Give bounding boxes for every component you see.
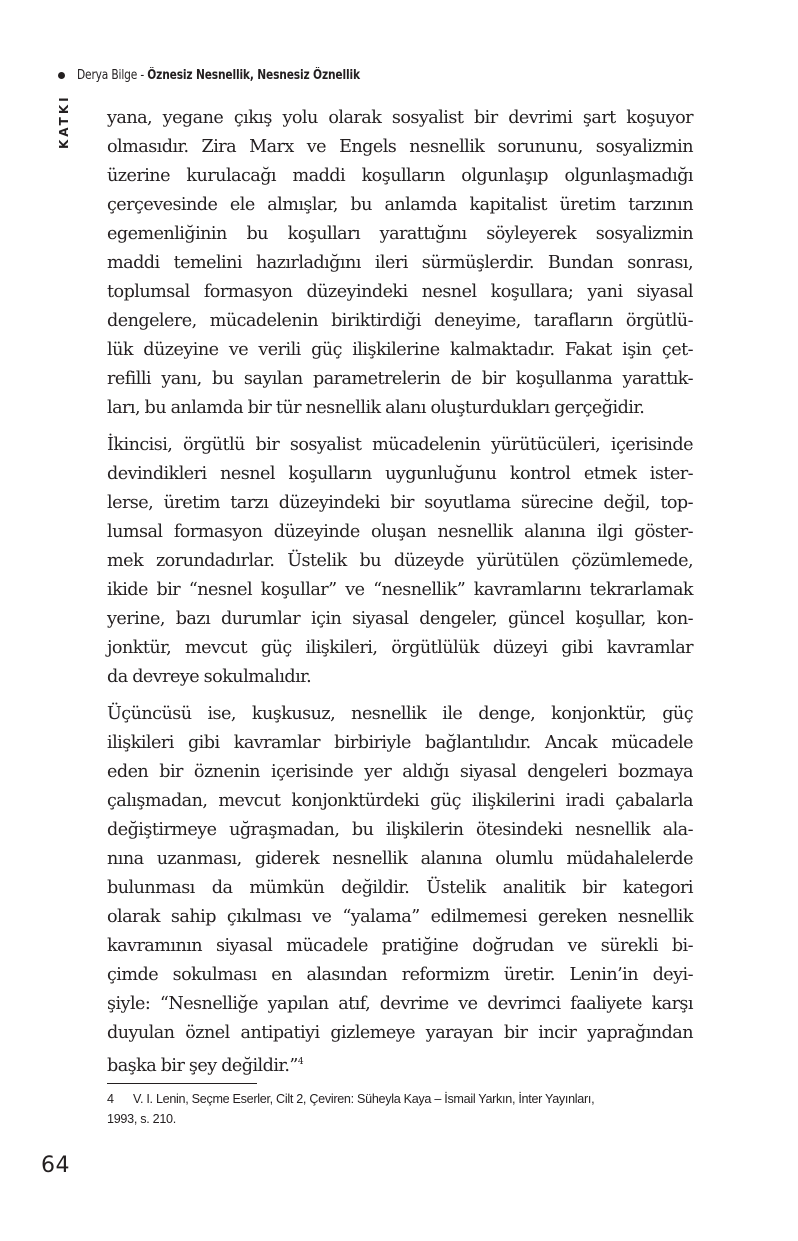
text-line: Üçüncüsü ise, kuşkusuz, nesnellik ile denge, konjonktür, güç <box>107 704 693 724</box>
footnote-line-1 <box>107 1089 707 1109</box>
footnote-line-2: 1993, s. 210. <box>107 1112 176 1126</box>
header-author: Derya Bilge - <box>77 67 148 83</box>
text-line: çimde sokulması en alasından reformizm üretir. Lenin’in deyi- <box>107 965 693 985</box>
text-line <box>107 1048 693 1077</box>
text-line: lerse, üretim tarzı düzeyindeki bir soyutlama sürecine değil, top- <box>107 493 693 513</box>
text-line: olarak sahip çıkılması ve “yalama” edilmemesi gereken nesnellik <box>107 907 693 927</box>
bullet-icon <box>58 72 65 79</box>
body-text <box>107 104 693 1085</box>
text-line: refilli yanı, bu sayılan parametrelerin de bir koşullanma yarattık- <box>107 369 693 389</box>
text-line: nına uzanması, giderek nesnellik alanına olumlu müdahalelerde <box>107 849 693 869</box>
text-line: dengelere, mücadelenin biriktirdiği deneyime, tarafların örgütlü- <box>107 311 693 331</box>
text-line: değiştirmeye uğraşmadan, bu ilişkilerin ötesindeki nesnellik ala- <box>107 820 693 840</box>
footnote <box>107 1089 707 1129</box>
text-line: İkincisi, örgütlü bir sosyalist mücadelenin yürütücüleri, içerisinde <box>107 435 693 455</box>
text-line: egemenliğinin bu koşulları yarattığını söyleyerek sosyalizmin <box>107 224 693 244</box>
text-line: yerine, bazı durumlar için siyasal dengeler, güncel koşullar, kon- <box>107 609 693 629</box>
text-line: duyulan öznel antipatiyi gizlemeye yarayan bir incir yaprağından <box>107 1023 693 1043</box>
text-line-content: başka bir şey değildir.” <box>107 1056 298 1076</box>
footnote-text: V. I. Lenin, Seçme Eserler, Cilt 2, Çeviren: Süheyla Kaya – İsmail Yarkın, İnter Yayınları, <box>133 1092 595 1106</box>
running-header <box>58 64 422 86</box>
footnote-reference[interactable]: 4 <box>297 1057 304 1067</box>
text-line: ları, bu anlamda bir tür nesnellik alanı oluşturdukları gerçeğidir. <box>107 398 645 418</box>
text-line: bulunması da mümkün değildir. Üstelik analitik bir kategori <box>107 878 693 898</box>
running-header-text <box>77 68 360 83</box>
text-line: devindikleri nesnel koşulların uygunluğunu kontrol etmek ister- <box>107 464 693 484</box>
text-line: toplumsal formasyon düzeyindeki nesnel koşullara; yani siyasal <box>107 282 693 302</box>
footnote-number: 4 <box>107 1092 114 1106</box>
page-number: 64 <box>41 1153 70 1178</box>
header-title: Öznesiz Nesnellik, Nesnesiz Öznellik <box>147 67 360 83</box>
text-line: ilişkileri gibi kavramlar birbiriyle bağlantılıdır. Ancak mücadele <box>107 733 693 753</box>
footnote-divider <box>107 1083 257 1084</box>
text-line: lumsal formasyon düzeyinde oluşan nesnellik alanına ilgi göster- <box>107 522 693 542</box>
text-line: yana, yegane çıkış yolu olarak sosyalist bir devrimi şart koşuyor <box>107 108 693 128</box>
text-line: maddi temelini hazırladığını ileri sürmüşlerdir. Bundan sonrası, <box>107 253 693 273</box>
section-side-label: KATKI <box>57 94 71 150</box>
text-line: da devreye sokulmalıdır. <box>107 667 312 687</box>
text-line: kavramının siyasal mücadele pratiğine doğrudan ve sürekli bi- <box>107 936 693 956</box>
text-line: ikide bir “nesnel koşullar” ve “nesnellik” kavramlarını tekrarlamak <box>107 580 693 600</box>
paragraph-2 <box>107 431 693 692</box>
text-line: mek zorundadırlar. Üstelik bu düzeyde yürütülen çözümlemede, <box>107 551 693 571</box>
text-line: eden bir öznenin içerisinde yer aldığı siyasal dengeleri bozmaya <box>107 762 693 782</box>
paragraph-1 <box>107 104 693 423</box>
text-line: şiyle: “Nesnelliğe yapılan atıf, devrime ve devrimci faaliyete karşı <box>107 994 693 1014</box>
text-line: üzerine kurulacağı maddi koşulların olgunlaşıp olgunlaşmadığı <box>107 166 693 186</box>
text-line: lük düzeyine ve verili güç ilişkilerine kalmaktadır. Fakat işin çet- <box>107 340 693 360</box>
text-line: çerçevesinde ele almışlar, bu anlamda kapitalist üretim tarzının <box>107 195 693 215</box>
text-line: çalışmadan, mevcut konjonktürdeki güç ilişkilerini iradi çabalarla <box>107 791 693 811</box>
paragraph-3 <box>107 700 693 1077</box>
text-line: olmasıdır. Zira Marx ve Engels nesnellik sorununu, sosyalizmin <box>107 137 693 157</box>
text-line: jonktür, mevcut güç ilişkileri, örgütlülük düzeyi gibi kavramlar <box>107 638 693 658</box>
